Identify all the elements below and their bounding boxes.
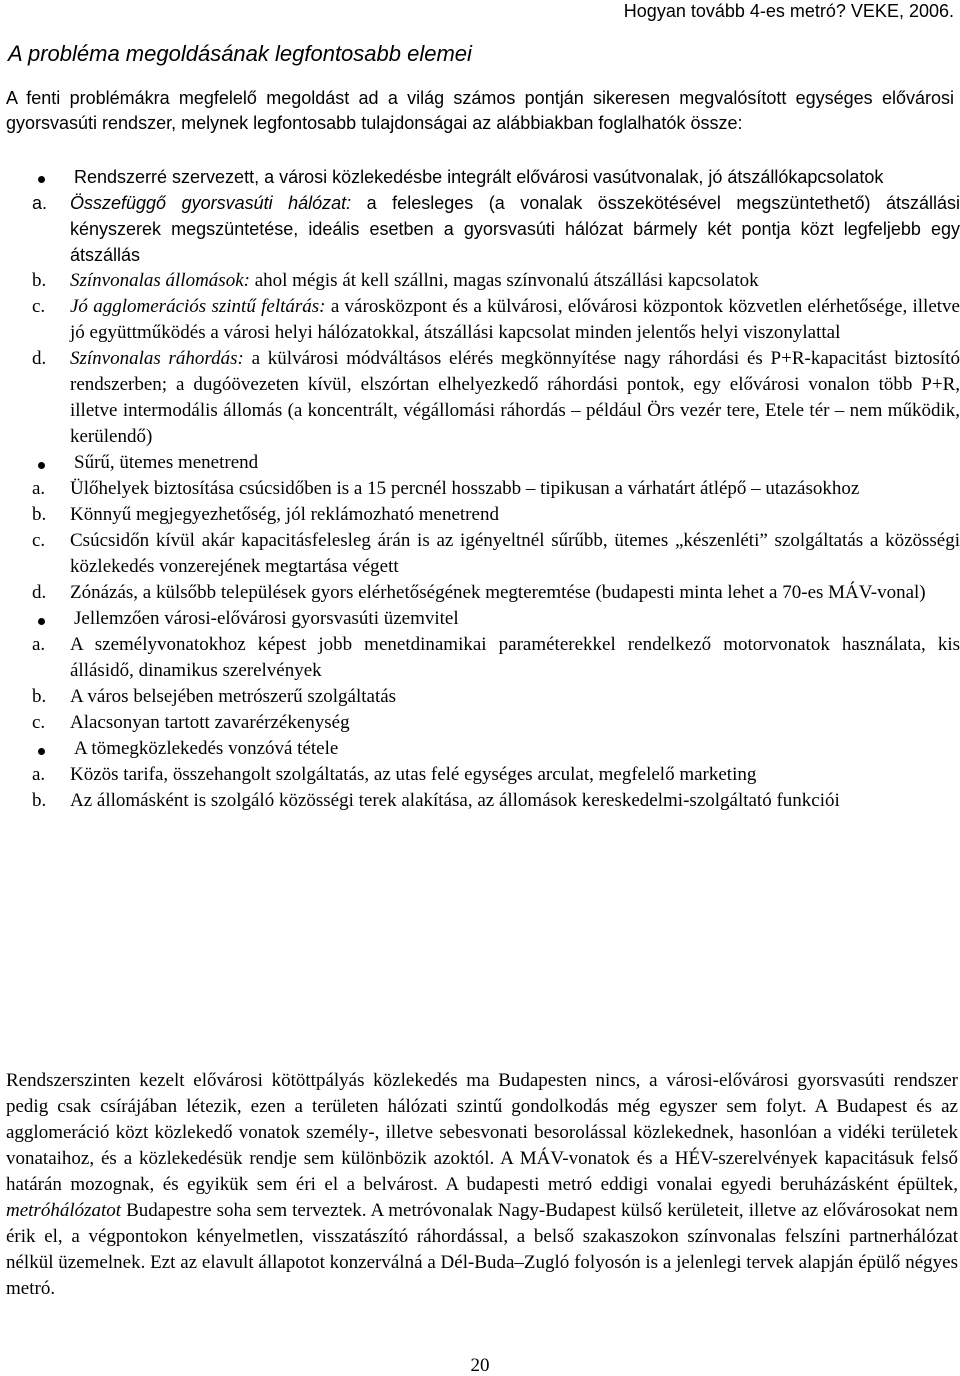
sub-item bbox=[0, 190, 960, 268]
sub-item bbox=[0, 762, 960, 788]
closing-text-2: Budapestre soha sem terveztek. A metróvonalak Nagy-Budapest külső kerületeit, illetve az elővárosokat nem érik el, a végpontokon kényelmetlen, visszatászító ráhordással, a belső szakaszokon színvonalas felszíni partnerhálózat nélkül üzemelnek. Ezt az elavult állapotot konzerválná a Dél-Buda–Zugló folyosón is a jelenlegi tervek alapján épülő négyes metró. bbox=[6, 1200, 958, 1299]
sub-text: Ülőhelyek biztosítása csúcsidőben is a 15 percnél hosszabb – tipikusan a várhatárt átlépő – utazásokhoz bbox=[70, 478, 860, 499]
sub-marker: c. bbox=[32, 530, 46, 551]
sub-marker: b. bbox=[32, 790, 47, 811]
bullet-text: Jellemzően városi-elővárosi gyorsvasúti üzemvitel bbox=[74, 608, 459, 629]
bullet-icon bbox=[38, 462, 45, 469]
sub-item bbox=[0, 632, 960, 684]
list-item-timetable bbox=[0, 450, 958, 476]
sub-text: Zónázás, a külsőbb települések gyors elérhetőségének megteremtése (budapesti minta lehet a 70-es MÁV-vonal) bbox=[70, 582, 926, 603]
page-number: 20 bbox=[470, 1355, 490, 1376]
sub-text: a külvárosi módváltásos elérés megkönnyítése nagy ráhordási és P+R-kapacitást biztosító rendszerben; a dugóövezeten kívül, elszórtan elhelyezkedő ráhordási pontok, egy elővárosi vonalon több P+R, illetve intermodális állomás (a koncentrált, végállomási ráhordás – például Örs vezér tere, Etele tér – nem működik, kerülendő) bbox=[70, 348, 960, 447]
bullet-icon bbox=[38, 748, 45, 755]
sub-term: Színvonalas állomások: bbox=[70, 270, 250, 291]
sub-item bbox=[0, 476, 960, 502]
sub-marker: a. bbox=[32, 634, 46, 655]
sub-marker: a. bbox=[32, 193, 48, 213]
section-title: A probléma megoldásának legfontosabb elemei bbox=[8, 41, 472, 66]
sub-text: Közös tarifa, összehangolt szolgáltatás, az utas felé egységes arculat, megfelelő marketing bbox=[70, 764, 757, 785]
running-header: Hogyan tovább 4-es metró? VEKE, 2006. bbox=[623, 1, 954, 21]
sub-marker: d. bbox=[32, 348, 47, 369]
sub-text: Az állomásként is szolgáló közösségi terek alakítása, az állomások kereskedelmi-szolgáltató funkciói bbox=[70, 790, 840, 811]
sub-term: Színvonalas ráhordás: bbox=[70, 348, 244, 369]
sub-marker: a. bbox=[32, 478, 46, 499]
bullet-icon bbox=[38, 176, 45, 183]
sub-item bbox=[0, 788, 960, 814]
sub-item bbox=[0, 502, 960, 528]
sub-text: a városközpont és a külvárosi, elővárosi központok közvetlen elérhetősége, illetve jó együttműködés a városi helyi hálózatokkal, átszállási kapcsolat minden jelentős helyi viszonylattal bbox=[70, 296, 960, 343]
sub-item bbox=[0, 294, 960, 346]
sub-marker: b. bbox=[32, 504, 47, 525]
sub-term: Jó agglomerációs szintű feltárás: bbox=[70, 296, 326, 317]
bullet-text: Sűrű, ütemes menetrend bbox=[74, 452, 259, 473]
sub-marker: b. bbox=[32, 270, 47, 291]
sub-marker: a. bbox=[32, 764, 46, 785]
bullet-text: Rendszerré szervezett, a városi közlekedésbe integrált elővárosi vasútvonalak, jó átszállókapcsolatok bbox=[74, 167, 884, 187]
sub-item bbox=[0, 528, 960, 580]
closing-text-1: Rendszerszinten kezelt elővárosi kötöttpályás közlekedés ma Budapesten nincs, a városi-elővárosi gyorsvasúti rendszer pedig csak csírájában létezik, ezen a területen hálózati szintű gondolkodás még egyszer sem folyt. A Budapest és az agglomeráció közt közlekedő vonatok személy-, illetve sebesvonati besorolással közlekednek, hasonlóan a vidéki területek vonataihoz, és a közlekedésük rendje sem különbözik azoktól. A MÁV-vonatok és a HÉV-szerelvények kapacitásuk felső határán mozognak, és egyikük sem éri el a belvárost. A budapesti metró eddigi vonalai egyedi beruházásként épültek, bbox=[6, 1070, 958, 1195]
sub-text: A személyvonatokhoz képest jobb menetdinamikai paraméterekkel rendelkező motorvonatok használata, kis állásidő, dinamikus szerelvények bbox=[70, 634, 960, 681]
sub-text: a felesleges (a vonalak összekötésével megszüntethető) átszállási kényszerek megszüntetése, ideális esetben a gyorsvasúti hálózat bármely két pontja közt legfeljebb egy átszállás bbox=[70, 193, 960, 265]
feature-list bbox=[0, 160, 960, 814]
bullet-text: A tömegközlekedés vonzóvá tétele bbox=[74, 738, 339, 759]
sub-marker: c. bbox=[32, 712, 46, 733]
list-item-integrated-network bbox=[0, 164, 958, 190]
sub-text: ahol mégis át kell szállni, magas színvonalú átszállási kapcsolatok bbox=[249, 270, 759, 291]
sub-item bbox=[0, 710, 960, 736]
sub-term: Összefüggő gyorsvasúti hálózat: bbox=[70, 193, 352, 213]
sub-item bbox=[0, 268, 960, 294]
sub-marker: d. bbox=[32, 582, 47, 603]
sub-text: Alacsonyan tartott zavarérzékenység bbox=[70, 712, 350, 733]
sub-text: A város belsejében metrószerű szolgáltatás bbox=[70, 686, 397, 707]
list-item-operation bbox=[0, 606, 958, 632]
sub-item bbox=[0, 684, 960, 710]
closing-emphasis: metróhálózatot bbox=[6, 1200, 122, 1221]
sub-text: Könnyű megjegyezhetőség, jól reklámozható menetrend bbox=[70, 504, 499, 525]
intro-paragraph: A fenti problémákra megfelelő megoldást ad a világ számos pontján sikeresen megvalósított egységes elővárosi gyorsvasúti rendszer, melynek legfontosabb tulajdonságai az alábbiakban foglalhatók össze: bbox=[6, 88, 954, 133]
sub-marker: b. bbox=[32, 686, 47, 707]
closing-paragraph bbox=[6, 1068, 958, 1302]
sub-item bbox=[0, 346, 960, 450]
sub-item bbox=[0, 580, 960, 606]
sub-text: Csúcsidőn kívül akár kapacitásfelesleg árán is az igényeltnél sűrűbb, ütemes „készenléti” szolgáltatás a közösségi közlekedés vonzerejének megtartása végett bbox=[70, 530, 960, 577]
bullet-icon bbox=[38, 618, 45, 625]
sub-marker: c. bbox=[32, 296, 46, 317]
list-item-attractiveness bbox=[0, 736, 958, 762]
